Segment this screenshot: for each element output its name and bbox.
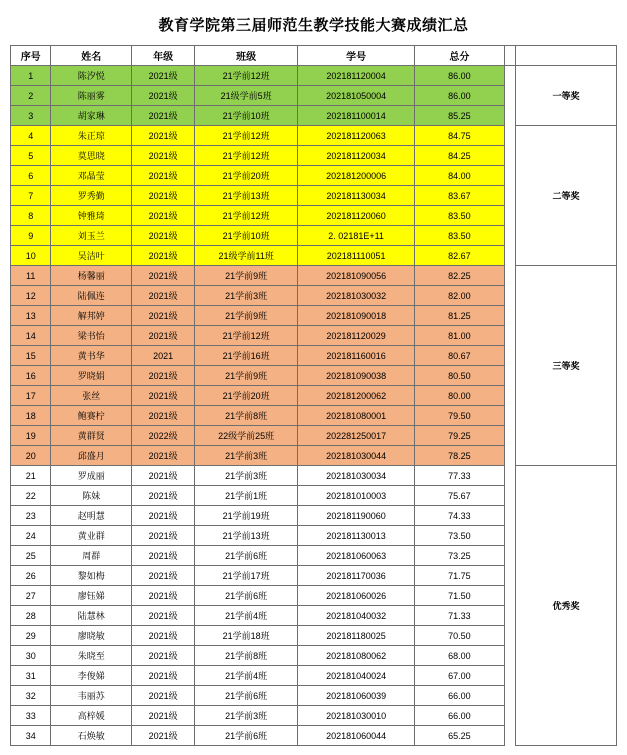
- cell-name: 黄书华: [51, 346, 132, 366]
- cell-name: 周群: [51, 546, 132, 566]
- header-total: 总分: [414, 46, 504, 66]
- cell-score: 71.50: [414, 586, 504, 606]
- cell-award: 二等奖: [515, 126, 616, 266]
- cell-gap: [504, 426, 515, 446]
- cell-grade: 2021级: [132, 486, 195, 506]
- cell-grade: 2021级: [132, 326, 195, 346]
- cell-grade: 2021级: [132, 626, 195, 646]
- cell-class: 21学前3班: [195, 706, 298, 726]
- cell-class: 21学前4班: [195, 606, 298, 626]
- cell-class: 21学前20班: [195, 166, 298, 186]
- cell-class: 21学前9班: [195, 306, 298, 326]
- cell-no: 2: [11, 86, 51, 106]
- cell-no: 29: [11, 626, 51, 646]
- cell-name: 罗晓娟: [51, 366, 132, 386]
- cell-gap: [504, 146, 515, 166]
- cell-class: 21学前20班: [195, 386, 298, 406]
- cell-sid: 202181200062: [298, 386, 415, 406]
- header-grade: 年级: [132, 46, 195, 66]
- cell-class: 21学前3班: [195, 286, 298, 306]
- cell-no: 9: [11, 226, 51, 246]
- cell-no: 15: [11, 346, 51, 366]
- cell-award: 一等奖: [515, 66, 616, 126]
- cell-class: 21学前3班: [195, 466, 298, 486]
- cell-name: 胡家琳: [51, 106, 132, 126]
- cell-grade: 2021级: [132, 606, 195, 626]
- cell-name: 黄群贤: [51, 426, 132, 446]
- cell-no: 20: [11, 446, 51, 466]
- cell-class: 21学前19班: [195, 506, 298, 526]
- cell-name: 石焕敏: [51, 726, 132, 746]
- cell-class: 21学前12班: [195, 326, 298, 346]
- cell-score: 86.00: [414, 66, 504, 86]
- cell-sid: 202181120004: [298, 66, 415, 86]
- cell-no: 31: [11, 666, 51, 686]
- cell-gap: [504, 86, 515, 106]
- table-header-row: [11, 46, 617, 66]
- cell-grade: 2021级: [132, 266, 195, 286]
- cell-class: 21学前12班: [195, 66, 298, 86]
- cell-score: 77.33: [414, 466, 504, 486]
- cell-score: 84.00: [414, 166, 504, 186]
- cell-class: 21学前16班: [195, 346, 298, 366]
- cell-no: 3: [11, 106, 51, 126]
- cell-no: 5: [11, 146, 51, 166]
- cell-gap: [504, 226, 515, 246]
- cell-score: 67.00: [414, 666, 504, 686]
- cell-score: 83.50: [414, 206, 504, 226]
- cell-name: 刘玉兰: [51, 226, 132, 246]
- cell-name: 邱盛月: [51, 446, 132, 466]
- cell-sid: 202181030010: [298, 706, 415, 726]
- cell-no: 27: [11, 586, 51, 606]
- cell-name: 钟雅琦: [51, 206, 132, 226]
- cell-score: 86.00: [414, 86, 504, 106]
- cell-grade: 2021级: [132, 166, 195, 186]
- cell-sid: 202181090056: [298, 266, 415, 286]
- cell-score: 85.25: [414, 106, 504, 126]
- cell-gap: [504, 186, 515, 206]
- cell-score: 80.00: [414, 386, 504, 406]
- cell-score: 82.67: [414, 246, 504, 266]
- cell-no: 28: [11, 606, 51, 626]
- cell-class: 21级学前5班: [195, 86, 298, 106]
- cell-name: 罗秀勤: [51, 186, 132, 206]
- cell-no: 8: [11, 206, 51, 226]
- cell-score: 82.25: [414, 266, 504, 286]
- cell-name: 朱正琼: [51, 126, 132, 146]
- cell-grade: 2021级: [132, 586, 195, 606]
- cell-class: 21学前6班: [195, 586, 298, 606]
- cell-score: 80.67: [414, 346, 504, 366]
- cell-gap: [504, 406, 515, 426]
- cell-name: 杨馨丽: [51, 266, 132, 286]
- cell-score: 79.25: [414, 426, 504, 446]
- cell-class: 21学前12班: [195, 126, 298, 146]
- cell-class: 21学前4班: [195, 666, 298, 686]
- cell-sid: 202181120063: [298, 126, 415, 146]
- cell-grade: 2021级: [132, 466, 195, 486]
- cell-name: 张丝: [51, 386, 132, 406]
- cell-grade: 2021级: [132, 206, 195, 226]
- cell-score: 65.25: [414, 726, 504, 746]
- cell-score: 81.25: [414, 306, 504, 326]
- cell-class: 21学前3班: [195, 446, 298, 466]
- cell-no: 34: [11, 726, 51, 746]
- cell-grade: 2021级: [132, 526, 195, 546]
- cell-no: 24: [11, 526, 51, 546]
- cell-score: 73.25: [414, 546, 504, 566]
- cell-sid: 202181060063: [298, 546, 415, 566]
- cell-score: 66.00: [414, 686, 504, 706]
- cell-gap: [504, 326, 515, 346]
- cell-grade: 2021级: [132, 706, 195, 726]
- cell-gap: [504, 506, 515, 526]
- cell-score: 66.00: [414, 706, 504, 726]
- header-sid: 学号: [298, 46, 415, 66]
- cell-sid: 202181060026: [298, 586, 415, 606]
- cell-gap: [504, 286, 515, 306]
- cell-class: 21学前9班: [195, 366, 298, 386]
- cell-gap: [504, 726, 515, 746]
- cell-gap: [504, 706, 515, 726]
- cell-grade: 2021级: [132, 86, 195, 106]
- cell-score: 80.50: [414, 366, 504, 386]
- cell-sid: 202181010003: [298, 486, 415, 506]
- cell-grade: 2021级: [132, 226, 195, 246]
- cell-name: 陈妹: [51, 486, 132, 506]
- cell-gap: [504, 446, 515, 466]
- header-gap: [504, 46, 515, 66]
- cell-sid: 202181120060: [298, 206, 415, 226]
- cell-class: 21学前6班: [195, 546, 298, 566]
- cell-name: 廖钰娣: [51, 586, 132, 606]
- cell-class: 21级学前11班: [195, 246, 298, 266]
- cell-gap: [504, 106, 515, 126]
- cell-gap: [504, 306, 515, 326]
- cell-score: 79.50: [414, 406, 504, 426]
- cell-score: 81.00: [414, 326, 504, 346]
- cell-name: 陈丽雾: [51, 86, 132, 106]
- cell-sid: 202181060039: [298, 686, 415, 706]
- cell-class: 21学前17班: [195, 566, 298, 586]
- cell-score: 83.67: [414, 186, 504, 206]
- cell-class: 21学前6班: [195, 726, 298, 746]
- cell-gap: [504, 626, 515, 646]
- cell-score: 84.25: [414, 146, 504, 166]
- cell-no: 7: [11, 186, 51, 206]
- cell-grade: 2021级: [132, 386, 195, 406]
- cell-no: 25: [11, 546, 51, 566]
- cell-award: 三等奖: [515, 266, 616, 466]
- cell-grade: 2021级: [132, 546, 195, 566]
- cell-gap: [504, 126, 515, 146]
- cell-award: 优秀奖: [515, 466, 616, 746]
- cell-sid: 202181110051: [298, 246, 415, 266]
- cell-sid: 202181170036: [298, 566, 415, 586]
- cell-name: 高梓媛: [51, 706, 132, 726]
- cell-grade: 2021级: [132, 566, 195, 586]
- cell-grade: 2021级: [132, 106, 195, 126]
- cell-no: 16: [11, 366, 51, 386]
- cell-class: 21学前18班: [195, 626, 298, 646]
- cell-score: 68.00: [414, 646, 504, 666]
- cell-name: 黄业群: [51, 526, 132, 546]
- cell-grade: 2021级: [132, 146, 195, 166]
- cell-gap: [504, 646, 515, 666]
- cell-gap: [504, 546, 515, 566]
- header-no: 序号: [11, 46, 51, 66]
- cell-gap: [504, 486, 515, 506]
- cell-gap: [504, 526, 515, 546]
- cell-score: 82.00: [414, 286, 504, 306]
- cell-name: 陈汐悦: [51, 66, 132, 86]
- cell-sid: 202181050004: [298, 86, 415, 106]
- cell-score: 84.75: [414, 126, 504, 146]
- cell-class: 21学前12班: [195, 206, 298, 226]
- cell-class: 22级学前25班: [195, 426, 298, 446]
- cell-grade: 2021级: [132, 446, 195, 466]
- cell-sid: 202181080062: [298, 646, 415, 666]
- table-row: [11, 126, 617, 146]
- cell-gap: [504, 666, 515, 686]
- cell-score: 75.67: [414, 486, 504, 506]
- cell-grade: 2021级: [132, 66, 195, 86]
- cell-name: 李俊娣: [51, 666, 132, 686]
- cell-name: 陆慧林: [51, 606, 132, 626]
- cell-sid: 202181160016: [298, 346, 415, 366]
- cell-class: 21学前13班: [195, 526, 298, 546]
- cell-no: 19: [11, 426, 51, 446]
- cell-sid: 202181080001: [298, 406, 415, 426]
- cell-gap: [504, 686, 515, 706]
- cell-class: 21学前8班: [195, 646, 298, 666]
- cell-sid: 202181060044: [298, 726, 415, 746]
- cell-gap: [504, 66, 515, 86]
- cell-grade: 2021级: [132, 306, 195, 326]
- cell-no: 30: [11, 646, 51, 666]
- cell-grade: 2022级: [132, 426, 195, 446]
- cell-sid: 202281250017: [298, 426, 415, 446]
- header-award: [515, 46, 616, 66]
- cell-grade: 2021级: [132, 686, 195, 706]
- cell-no: 22: [11, 486, 51, 506]
- table-row: [11, 266, 617, 286]
- cell-score: 74.33: [414, 506, 504, 526]
- cell-no: 13: [11, 306, 51, 326]
- cell-gap: [504, 466, 515, 486]
- cell-class: 21学前13班: [195, 186, 298, 206]
- cell-name: 赵明慧: [51, 506, 132, 526]
- cell-grade: 2021级: [132, 646, 195, 666]
- cell-name: 梁书怡: [51, 326, 132, 346]
- cell-grade: 2021级: [132, 246, 195, 266]
- cell-name: 廖晓敏: [51, 626, 132, 646]
- cell-no: 11: [11, 266, 51, 286]
- cell-gap: [504, 266, 515, 286]
- cell-gap: [504, 366, 515, 386]
- cell-sid: 202181200006: [298, 166, 415, 186]
- cell-sid: 202181180025: [298, 626, 415, 646]
- cell-gap: [504, 246, 515, 266]
- cell-sid: 202181040032: [298, 606, 415, 626]
- table-body: [11, 66, 617, 746]
- cell-sid: 202181040024: [298, 666, 415, 686]
- cell-score: 78.25: [414, 446, 504, 466]
- cell-class: 21学前8班: [195, 406, 298, 426]
- cell-gap: [504, 606, 515, 626]
- cell-grade: 2021: [132, 346, 195, 366]
- cell-name: 吴洁叶: [51, 246, 132, 266]
- cell-no: 14: [11, 326, 51, 346]
- cell-no: 21: [11, 466, 51, 486]
- cell-class: 21学前10班: [195, 226, 298, 246]
- cell-sid: 202181190060: [298, 506, 415, 526]
- cell-score: 71.75: [414, 566, 504, 586]
- cell-no: 33: [11, 706, 51, 726]
- cell-gap: [504, 386, 515, 406]
- cell-no: 4: [11, 126, 51, 146]
- cell-score: 73.50: [414, 526, 504, 546]
- table-row: [11, 66, 617, 86]
- header-class: 班级: [195, 46, 298, 66]
- cell-gap: [504, 586, 515, 606]
- cell-grade: 2021级: [132, 366, 195, 386]
- cell-sid: 202181100014: [298, 106, 415, 126]
- cell-no: 1: [11, 66, 51, 86]
- cell-grade: 2021级: [132, 726, 195, 746]
- cell-no: 23: [11, 506, 51, 526]
- cell-score: 70.50: [414, 626, 504, 646]
- cell-no: 12: [11, 286, 51, 306]
- cell-no: 26: [11, 566, 51, 586]
- cell-name: 邓晶莹: [51, 166, 132, 186]
- cell-no: 6: [11, 166, 51, 186]
- cell-class: 21学前6班: [195, 686, 298, 706]
- cell-sid: 2. 02181E+11: [298, 226, 415, 246]
- cell-sid: 202181090018: [298, 306, 415, 326]
- cell-score: 71.33: [414, 606, 504, 626]
- cell-name: 莫思晓: [51, 146, 132, 166]
- cell-no: 32: [11, 686, 51, 706]
- cell-sid: 202181120034: [298, 146, 415, 166]
- cell-score: 83.50: [414, 226, 504, 246]
- cell-name: 鲍赛柠: [51, 406, 132, 426]
- cell-sid: 202181030044: [298, 446, 415, 466]
- cell-name: 黎如梅: [51, 566, 132, 586]
- cell-name: 陆佩连: [51, 286, 132, 306]
- cell-sid: 202181030032: [298, 286, 415, 306]
- cell-class: 21学前12班: [195, 146, 298, 166]
- header-name: 姓名: [51, 46, 132, 66]
- cell-grade: 2021级: [132, 666, 195, 686]
- cell-gap: [504, 206, 515, 226]
- cell-grade: 2021级: [132, 126, 195, 146]
- cell-class: 21学前10班: [195, 106, 298, 126]
- cell-grade: 2021级: [132, 406, 195, 426]
- cell-no: 10: [11, 246, 51, 266]
- cell-no: 17: [11, 386, 51, 406]
- cell-name: 朱晓至: [51, 646, 132, 666]
- cell-sid: 202181130034: [298, 186, 415, 206]
- page-title: 教育学院第三届师范生教学技能大赛成绩汇总: [158, 17, 469, 34]
- cell-grade: 2021级: [132, 186, 195, 206]
- cell-name: 罗成丽: [51, 466, 132, 486]
- cell-name: 韦丽苏: [51, 686, 132, 706]
- cell-class: 21学前1班: [195, 486, 298, 506]
- cell-sid: 202181090038: [298, 366, 415, 386]
- cell-no: 18: [11, 406, 51, 426]
- results-table: [10, 45, 617, 746]
- cell-grade: 2021级: [132, 286, 195, 306]
- cell-grade: 2021级: [132, 506, 195, 526]
- cell-sid: 202181120029: [298, 326, 415, 346]
- cell-gap: [504, 346, 515, 366]
- cell-gap: [504, 566, 515, 586]
- cell-sid: 202181030034: [298, 466, 415, 486]
- table-row: [11, 466, 617, 486]
- cell-name: 解邦婷: [51, 306, 132, 326]
- cell-sid: 202181130013: [298, 526, 415, 546]
- cell-gap: [504, 166, 515, 186]
- cell-class: 21学前9班: [195, 266, 298, 286]
